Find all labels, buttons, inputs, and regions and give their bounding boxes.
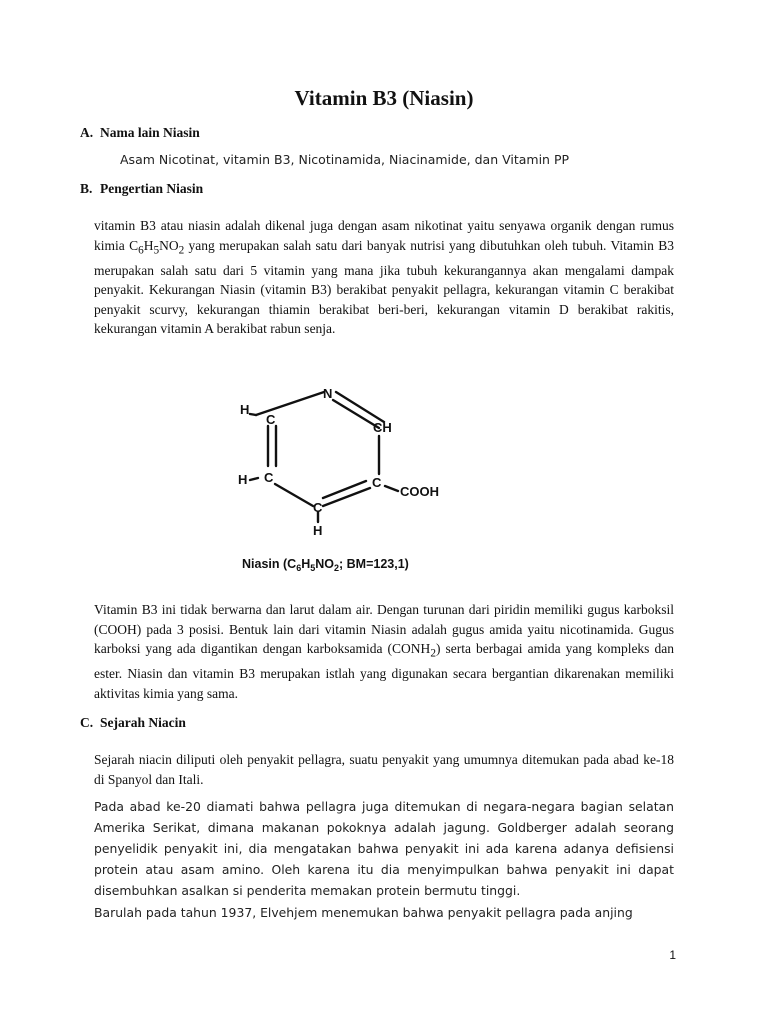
section-c-heading bbox=[80, 715, 186, 731]
niacin-structure-diagram bbox=[170, 378, 536, 578]
para-text: Vitamin B3 ini tidak berwarna dan larut dalam air. Dengan turunan dari piridin memiliki gugus karboksil (COOH) pada 3 posisi. Bentuk lain dari vitamin Niasin adalah gugus amida yaitu nicotinamida. Gugus karboksi yang ada digantikan dengan karboksamida (CONH bbox=[94, 602, 674, 656]
caption-prefix: Niasin (C bbox=[242, 557, 297, 571]
atom-c1: C bbox=[266, 412, 276, 427]
bond-h2-c2 bbox=[250, 478, 258, 480]
section-a-heading bbox=[80, 125, 200, 141]
atom-cooh: COOH bbox=[400, 484, 439, 499]
section-b-heading bbox=[80, 181, 203, 197]
section-b-title: Pengertian Niasin bbox=[100, 181, 204, 196]
para-text: yang merupakan salah satu dari banyak nutrisi yang dibutuhkan oleh tubuh. Vitamin B3 merupakan salah satu dari 5 vitamin yang mana jika tubuh kekurangannya akan mengalami dampak penyakit. Kekurangan Niasin (vitamin B3) berakibat penyakit pellagra, kekurangan vitamin C berakibat penyakit scurvy, kekurangan thiamin berakibat beri-beri, kekurangan vitamin D berakibat rakitis, kekurangan vitamin A berakibat rabun senja. bbox=[94, 237, 674, 337]
section-b-paragraph-1 bbox=[94, 216, 674, 339]
chemical-formula bbox=[129, 237, 185, 257]
atom-h1: H bbox=[240, 402, 250, 417]
section-a-title: Nama lain Niasin bbox=[100, 125, 200, 140]
formula-c-sub: 6 bbox=[138, 244, 144, 257]
atom-c2: C bbox=[264, 470, 274, 485]
section-a-content: Asam Nicotinat, vitamin B3, Nicotinamida, Niacinamide, dan Vitamin PP bbox=[120, 152, 570, 167]
section-c-paragraph-3: Barulah pada tahun 1937, Elvehjem menemukan bahwa penyakit pellagra pada anjing bbox=[94, 905, 633, 920]
bond-c3-c4-1 bbox=[323, 488, 370, 506]
caption-h: H bbox=[301, 557, 311, 571]
atom-h3: H bbox=[313, 523, 323, 538]
formula-h-sub: 5 bbox=[153, 244, 160, 257]
para-text: ) serta berbagai amida yang kompleks dan ester. Niasin dan vitamin B3 merupakan istlah yang digunakan secara bergantian dikarenakan memiliki aktivitas kimia yang sama. bbox=[94, 641, 674, 701]
section-c-letter: C. bbox=[80, 715, 94, 730]
bond-h1-c1 bbox=[250, 414, 256, 415]
para-text: vitamin B3 atau niasin adalah dikenal juga dengan asam nikotinat yaitu senyawa organik dengan rumus kimia bbox=[94, 218, 674, 253]
section-a-letter: A. bbox=[80, 125, 94, 140]
caption-no: NO bbox=[315, 557, 334, 571]
figure-caption bbox=[242, 557, 409, 573]
formula-c: C bbox=[129, 237, 139, 253]
caption-sub1: 6 bbox=[296, 563, 302, 573]
atom-n: N bbox=[323, 386, 333, 401]
section-b-paragraph-2 bbox=[94, 600, 674, 703]
atom-ch: CH bbox=[373, 420, 392, 435]
atom-h2: H bbox=[238, 472, 248, 487]
formula-h: H bbox=[143, 237, 154, 253]
page-title: Vitamin B3 (Niasin) bbox=[294, 86, 474, 110]
section-c-paragraph-1: Sejarah niacin diliputi oleh penyakit pellagra, suatu penyakit yang umumnya ditemukan pada abad ke-18 di Spanyol dan Itali. bbox=[94, 752, 674, 787]
page-number: 1 bbox=[669, 948, 676, 962]
formula-no-sub: 2 bbox=[178, 244, 185, 257]
caption-sub2: 5 bbox=[310, 563, 316, 573]
caption-suffix: ; BM=123,1) bbox=[339, 557, 409, 571]
para-sub: 2 bbox=[430, 647, 436, 660]
section-c-title: Sejarah Niacin bbox=[100, 715, 186, 730]
atom-c4: C bbox=[313, 500, 323, 515]
niacin-structure-figure bbox=[170, 378, 536, 578]
bond-c3-cooh bbox=[385, 486, 398, 491]
atom-c3: C bbox=[372, 475, 382, 490]
bond-c4-c2 bbox=[275, 484, 313, 506]
formula-no: NO bbox=[159, 237, 179, 253]
section-c-paragraph-2: Pada abad ke-20 diamati bahwa pellagra juga ditemukan di negara-negara bagian selatan Amerika Serikat, dimana makanan pokoknya adalah jagung. Goldberger adalah seorang penyelidik penyakit ini, dia mengatakan bahwa penyakit ini ada karena adanya defisiensi protein atau asam amino. Oleh karena itu dia menyimpulkan bahwa penyakit ini dapat disembuhkan asalkan si penderita memakan protein bermutu tinggi. bbox=[94, 799, 674, 898]
section-b-letter: B. bbox=[80, 181, 93, 196]
caption-sub3: 2 bbox=[334, 563, 340, 573]
bond-c3-c4-2 bbox=[323, 481, 366, 498]
